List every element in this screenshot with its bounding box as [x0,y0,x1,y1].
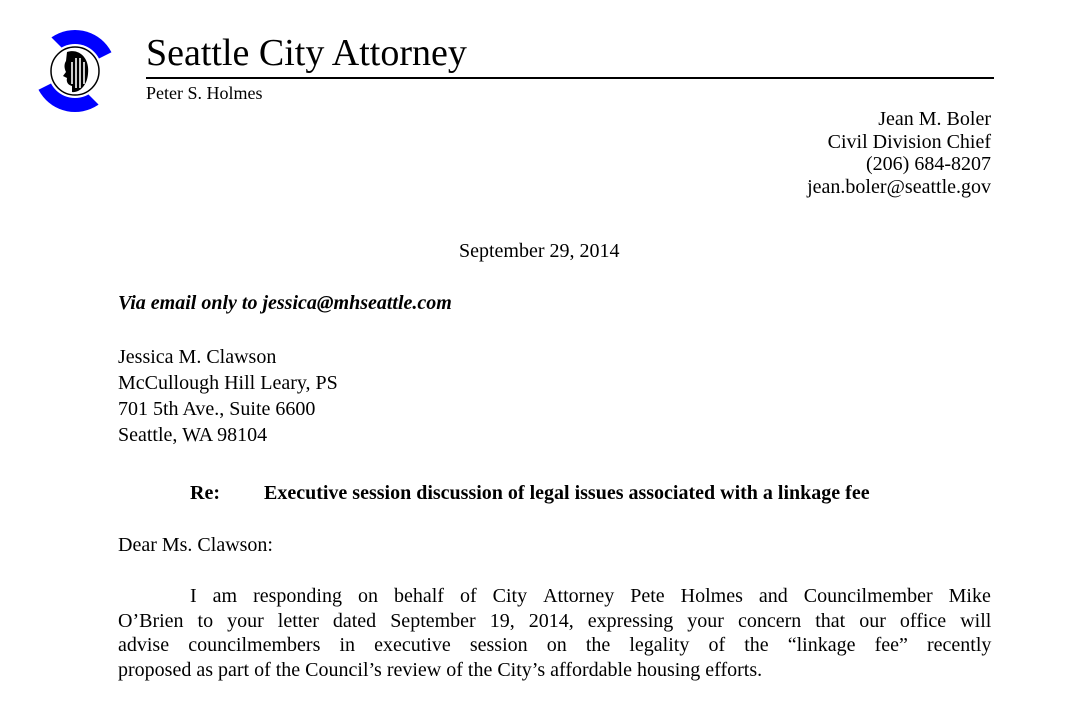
recipient-address [118,344,338,448]
sender-phone: (206) 684-8207 [866,153,991,176]
letterhead-rule [146,77,994,79]
salutation: Dear Ms. Clawson: [118,534,273,556]
delivery-note: Via email only to jessica@mhseattle.com [118,292,452,314]
sender-block [807,108,991,198]
body-line [118,658,991,683]
recipient-street: 701 5th Ave., Suite 6600 [118,398,316,420]
body-line-text: I am responding on behalf of City Attorney Pete Holmes and Councilmember Mike [190,585,991,607]
recipient-firm: McCullough Hill Leary, PS [118,372,338,394]
sender-title: Civil Division Chief [827,130,991,153]
recipient-name: Jessica M. Clawson [118,346,277,368]
body-line [118,584,991,609]
letter-date: September 29, 2014 [459,240,620,262]
body-paragraph [118,584,991,682]
body-line [118,609,991,634]
recipient-city: Seattle, WA 98104 [118,424,268,446]
reference-subject: Executive session discussion of legal issues associated with a linkage fee [264,482,870,504]
reference-label: Re: [190,482,220,504]
body-line-text: O’Brien to your letter dated September 19, 2014, expressing your concern that our office will [118,609,992,632]
city-seal-logo [32,28,118,114]
office-title: Seattle City Attorney [146,32,467,74]
body-line-text: advise councilmembers in executive session on the legality of the “linkage fee” recently [118,634,992,656]
city-attorney-name: Peter S. Holmes [146,83,263,103]
sender-email: jean.boler@seattle.gov [807,175,991,198]
body-line-text: proposed as part of the Council’s review of the City’s affordable housing efforts. [118,658,763,681]
body-line [118,633,991,658]
sender-name: Jean M. Boler [878,108,991,130]
